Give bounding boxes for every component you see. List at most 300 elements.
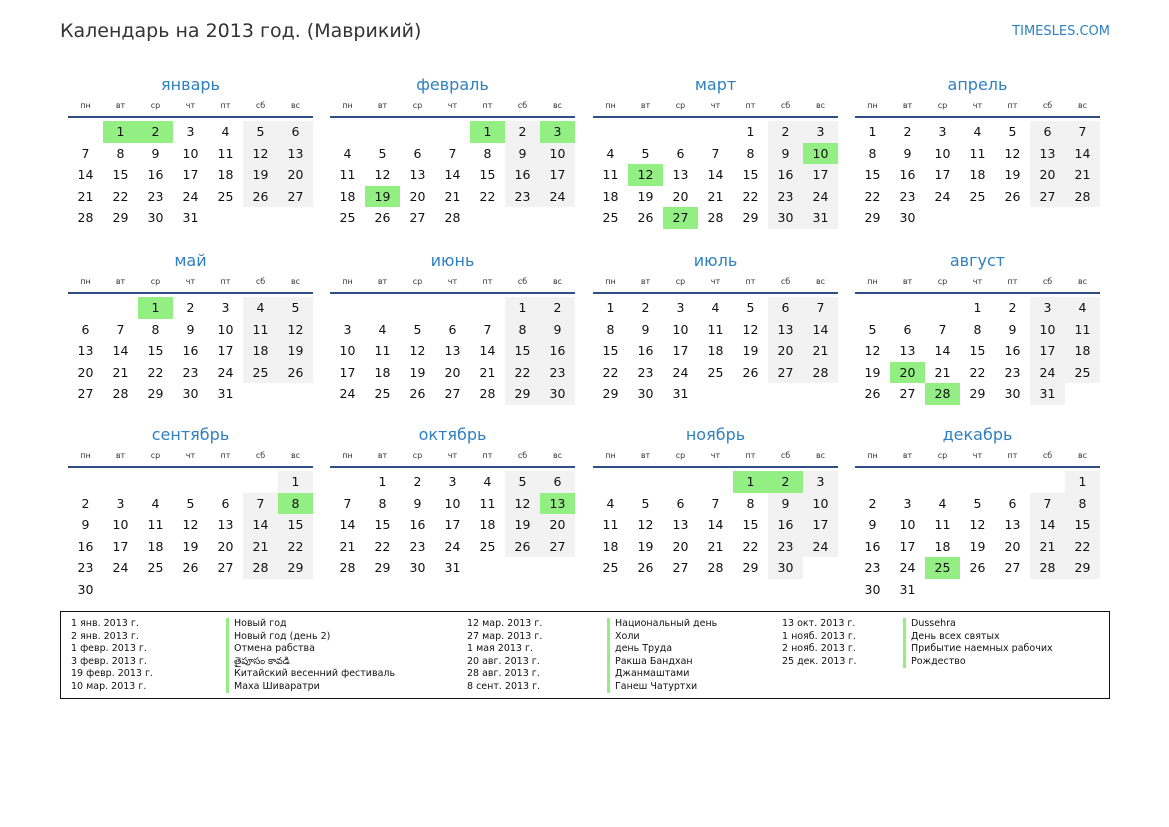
day-cell: 22 <box>374 538 391 554</box>
month-name: август <box>949 251 1006 270</box>
weekday-label: вс <box>1077 101 1088 110</box>
day-cell: 27 <box>409 210 426 226</box>
day-cell: 31 <box>899 581 916 597</box>
day-cell: 8 <box>746 145 755 161</box>
day-cell: 25 <box>147 560 164 576</box>
weekday-header <box>330 450 575 468</box>
day-grid <box>855 121 1100 229</box>
day-cell: 14 <box>707 517 724 533</box>
empty-cell <box>435 297 470 319</box>
day-cell: 4 <box>483 474 492 489</box>
weekday-label: сб <box>255 101 266 110</box>
day-cell: 22 <box>742 538 759 554</box>
holiday-day-cell: 3 <box>540 121 575 143</box>
day-cell: 2 <box>1008 300 1017 315</box>
day-cell: 5 <box>641 495 650 511</box>
weekday-label: вс <box>1077 277 1088 286</box>
day-cell: 17 <box>112 538 129 554</box>
day-cell: 8 <box>483 145 492 161</box>
empty-cell <box>243 471 278 493</box>
day-cell: 21 <box>1030 536 1065 558</box>
day-cell: 25 <box>602 210 619 226</box>
day-cell: 25 <box>969 188 986 204</box>
day-cell: 16 <box>409 517 426 533</box>
day-cell: 14 <box>77 167 94 183</box>
day-cell: 3 <box>186 124 195 139</box>
weekday-label: вс <box>552 451 563 460</box>
day-cell: 7 <box>1065 121 1100 143</box>
day-cell: 12 <box>742 321 759 337</box>
day-cell: 20 <box>217 538 234 554</box>
day-cell: 27 <box>540 536 575 558</box>
day-cell: 10 <box>672 321 689 337</box>
day-cell: 17 <box>339 364 356 380</box>
day-grid <box>330 121 575 229</box>
weekday-label: сб <box>255 451 266 460</box>
empty-cell <box>68 121 103 143</box>
weekday-label: ср <box>412 451 423 460</box>
weekday-label: сб <box>255 277 266 286</box>
day-cell: 2 <box>413 474 422 489</box>
weekday-label: сб <box>780 101 791 110</box>
weekday-label: ср <box>412 277 423 286</box>
day-cell: 21 <box>934 364 951 380</box>
day-cell: 11 <box>934 517 951 533</box>
day-cell: 23 <box>864 560 881 576</box>
empty-cell <box>628 471 663 493</box>
day-cell: 20 <box>1030 164 1065 186</box>
month-name: декабрь <box>942 425 1013 444</box>
day-cell: 11 <box>969 145 986 161</box>
day-cell: 8 <box>746 495 755 511</box>
day-cell: 12 <box>278 319 313 341</box>
day-cell: 17 <box>217 343 234 359</box>
weekday-label: чт <box>185 451 196 460</box>
month-name: апрель <box>947 75 1008 94</box>
holiday-day-cell: 2 <box>768 471 803 493</box>
day-cell: 26 <box>637 560 654 576</box>
holiday-date: 10 мар. 2013 г. <box>71 680 147 692</box>
day-cell: 19 <box>243 164 278 186</box>
day-cell: 8 <box>973 321 982 337</box>
holiday-names-col3 <box>903 618 1053 668</box>
empty-cell <box>663 471 698 493</box>
day-cell: 12 <box>969 517 986 533</box>
day-cell: 3 <box>343 321 352 337</box>
empty-cell <box>925 297 960 319</box>
day-cell: 26 <box>409 386 426 402</box>
empty-cell <box>365 297 400 319</box>
day-cell: 17 <box>540 164 575 186</box>
day-cell: 15 <box>742 167 759 183</box>
month-calendar <box>330 249 575 405</box>
month-name: май <box>174 251 207 270</box>
day-cell: 25 <box>707 364 724 380</box>
day-cell: 31 <box>803 207 838 229</box>
day-cell: 23 <box>505 186 540 208</box>
day-cell: 25 <box>243 362 278 384</box>
weekday-label: вс <box>552 101 563 110</box>
day-cell: 19 <box>742 343 759 359</box>
day-cell: 19 <box>182 538 199 554</box>
weekday-label: вс <box>815 277 826 286</box>
day-cell: 1 <box>746 124 755 139</box>
day-cell: 9 <box>81 517 90 533</box>
holiday-name: Джанмаштами <box>607 668 717 681</box>
weekday-header <box>593 450 838 468</box>
day-cell: 9 <box>413 495 422 511</box>
weekday-label: вт <box>377 277 388 286</box>
day-cell: 4 <box>151 495 160 511</box>
day-cell: 7 <box>243 493 278 515</box>
month-name: сентябрь <box>151 425 230 444</box>
weekday-label: чт <box>447 101 458 110</box>
day-cell: 17 <box>934 167 951 183</box>
day-cell: 7 <box>711 495 720 511</box>
empty-cell <box>103 297 138 319</box>
empty-cell <box>698 471 733 493</box>
empty-cell <box>855 471 890 493</box>
day-cell: 27 <box>899 386 916 402</box>
day-cell: 17 <box>672 343 689 359</box>
day-cell: 3 <box>676 300 685 315</box>
day-cell: 4 <box>938 495 947 511</box>
holiday-day-cell: 1 <box>470 121 505 143</box>
weekday-label: вт <box>640 451 651 460</box>
day-cell: 2 <box>186 300 195 315</box>
day-cell: 31 <box>672 386 689 402</box>
weekday-label: ср <box>150 101 161 110</box>
day-cell: 1 <box>606 300 615 315</box>
weekday-label: вс <box>815 101 826 110</box>
day-cell: 29 <box>864 210 881 226</box>
weekday-label: пн <box>605 101 616 110</box>
day-cell: 10 <box>899 517 916 533</box>
empty-cell <box>960 471 995 493</box>
day-cell: 7 <box>116 321 125 337</box>
day-cell: 6 <box>1030 121 1065 143</box>
day-grid <box>68 121 313 229</box>
day-cell: 17 <box>803 164 838 186</box>
day-cell: 5 <box>746 300 755 315</box>
day-cell: 23 <box>77 560 94 576</box>
weekday-label: вс <box>290 101 301 110</box>
holiday-day-cell: 19 <box>365 186 400 208</box>
empty-cell <box>68 297 103 319</box>
empty-cell <box>68 471 103 493</box>
holiday-day-cell: 8 <box>278 493 313 515</box>
day-cell: 19 <box>969 538 986 554</box>
day-cell: 27 <box>278 186 313 208</box>
day-cell: 16 <box>899 167 916 183</box>
weekday-label: пн <box>605 277 616 286</box>
day-cell: 20 <box>1004 538 1021 554</box>
holiday-name: Национальный день <box>607 618 717 631</box>
day-cell: 15 <box>864 167 881 183</box>
day-cell: 5 <box>641 145 650 161</box>
day-cell: 8 <box>116 145 125 161</box>
day-cell: 4 <box>606 495 615 511</box>
day-cell: 18 <box>339 188 356 204</box>
empty-cell <box>995 471 1030 493</box>
day-cell: 15 <box>1065 514 1100 536</box>
weekday-label: ср <box>675 101 686 110</box>
day-cell: 9 <box>868 517 877 533</box>
day-cell: 24 <box>444 538 461 554</box>
weekday-label: пт <box>745 451 756 460</box>
day-cell: 20 <box>672 188 689 204</box>
weekday-label: вс <box>552 277 563 286</box>
day-cell: 13 <box>768 319 803 341</box>
day-cell: 6 <box>676 495 685 511</box>
day-cell: 16 <box>505 164 540 186</box>
day-cell: 28 <box>112 386 129 402</box>
weekday-label: сб <box>517 101 528 110</box>
day-cell: 14 <box>707 167 724 183</box>
day-cell: 20 <box>278 164 313 186</box>
day-cell: 15 <box>602 343 619 359</box>
weekday-label: пн <box>80 277 91 286</box>
day-cell: 24 <box>934 188 951 204</box>
day-cell: 17 <box>803 514 838 536</box>
day-cell: 10 <box>339 343 356 359</box>
day-cell: 11 <box>602 517 619 533</box>
day-cell: 18 <box>217 167 234 183</box>
day-cell: 18 <box>602 538 619 554</box>
day-cell: 20 <box>409 188 426 204</box>
day-cell: 23 <box>637 364 654 380</box>
weekday-label: пн <box>80 451 91 460</box>
day-cell: 3 <box>938 124 947 139</box>
weekday-label: вт <box>902 101 913 110</box>
day-cell: 29 <box>742 210 759 226</box>
day-cell: 5 <box>1008 124 1017 139</box>
day-cell: 4 <box>1065 297 1100 319</box>
day-cell: 16 <box>77 538 94 554</box>
day-cell: 20 <box>77 364 94 380</box>
day-cell: 16 <box>864 538 881 554</box>
day-cell: 21 <box>77 188 94 204</box>
weekday-label: чт <box>185 277 196 286</box>
holiday-day-cell: 1 <box>103 121 138 143</box>
day-cell: 18 <box>602 188 619 204</box>
day-cell: 30 <box>147 210 164 226</box>
day-cell: 20 <box>444 364 461 380</box>
day-cell: 28 <box>77 210 94 226</box>
day-cell: 24 <box>182 188 199 204</box>
day-cell: 22 <box>278 536 313 558</box>
day-cell: 7 <box>1030 493 1065 515</box>
holiday-name: день Труда <box>607 643 717 656</box>
day-cell: 24 <box>217 364 234 380</box>
weekday-label: вт <box>902 277 913 286</box>
month-calendar <box>68 249 313 405</box>
day-grid <box>68 471 313 601</box>
day-cell: 29 <box>112 210 129 226</box>
weekday-label: ср <box>937 101 948 110</box>
weekday-label: чт <box>710 101 721 110</box>
day-cell: 6 <box>413 145 422 161</box>
holiday-date: 1 мая 2013 г. <box>467 643 533 654</box>
weekday-label: вт <box>115 101 126 110</box>
weekday-label: чт <box>972 451 983 460</box>
day-cell: 25 <box>602 560 619 576</box>
day-cell: 22 <box>147 364 164 380</box>
weekday-label: вт <box>640 101 651 110</box>
weekday-label: вт <box>115 451 126 460</box>
day-cell: 9 <box>186 321 195 337</box>
day-cell: 22 <box>602 364 619 380</box>
weekday-label: вт <box>115 277 126 286</box>
day-cell: 4 <box>243 297 278 319</box>
holiday-day-cell: 27 <box>663 207 698 229</box>
day-cell: 25 <box>374 386 391 402</box>
brand-link[interactable]: TIMESLES.COM <box>1012 24 1110 39</box>
day-cell: 31 <box>444 560 461 576</box>
weekday-header <box>593 276 838 294</box>
holiday-date: 28 авг. 2013 г. <box>467 668 540 679</box>
day-cell: 12 <box>1004 145 1021 161</box>
day-cell: 8 <box>606 321 615 337</box>
day-cell: 7 <box>938 321 947 337</box>
day-cell: 26 <box>1004 188 1021 204</box>
day-cell: 9 <box>540 319 575 341</box>
weekday-label: пт <box>482 451 493 460</box>
day-cell: 24 <box>803 186 838 208</box>
day-cell: 26 <box>505 536 540 558</box>
day-cell: 10 <box>803 493 838 515</box>
holiday-name: Dussehra <box>903 618 1053 631</box>
day-cell: 23 <box>768 536 803 558</box>
day-cell: 25 <box>1065 362 1100 384</box>
day-cell: 26 <box>637 210 654 226</box>
day-cell: 10 <box>217 321 234 337</box>
day-cell: 8 <box>868 145 877 161</box>
day-cell: 1 <box>278 471 313 493</box>
day-cell: 26 <box>182 560 199 576</box>
day-cell: 18 <box>969 167 986 183</box>
day-cell: 11 <box>243 319 278 341</box>
day-cell: 15 <box>505 340 540 362</box>
day-cell: 2 <box>505 121 540 143</box>
holiday-day-cell: 20 <box>890 362 925 384</box>
day-cell: 30 <box>637 386 654 402</box>
empty-cell <box>103 471 138 493</box>
day-cell: 11 <box>1065 319 1100 341</box>
empty-cell <box>138 471 173 493</box>
weekday-label: ср <box>675 451 686 460</box>
holiday-date: 1 янв. 2013 г. <box>71 618 139 629</box>
day-grid <box>68 297 313 405</box>
day-grid <box>593 297 838 405</box>
day-cell: 10 <box>934 145 951 161</box>
weekday-header <box>68 450 313 468</box>
day-cell: 20 <box>768 340 803 362</box>
holiday-name: తైపూసం కావడి <box>226 656 395 669</box>
day-cell: 25 <box>217 188 234 204</box>
empty-cell <box>593 471 628 493</box>
day-cell: 31 <box>1030 383 1065 405</box>
weekday-label: сб <box>1042 101 1053 110</box>
day-cell: 13 <box>217 517 234 533</box>
weekday-header <box>68 276 313 294</box>
day-cell: 22 <box>969 364 986 380</box>
day-cell: 15 <box>742 517 759 533</box>
holiday-dates-col2 <box>467 618 542 693</box>
holiday-name: Холи <box>607 631 717 644</box>
day-cell: 24 <box>1030 362 1065 384</box>
holiday-date: 13 окт. 2013 г. <box>782 618 856 629</box>
day-cell: 23 <box>147 188 164 204</box>
day-cell: 22 <box>505 362 540 384</box>
day-cell: 24 <box>672 364 689 380</box>
empty-cell <box>925 471 960 493</box>
weekday-label: ср <box>150 277 161 286</box>
day-cell: 4 <box>973 124 982 139</box>
empty-cell <box>698 121 733 143</box>
day-cell: 13 <box>672 167 689 183</box>
empty-cell <box>470 297 505 319</box>
day-cell: 24 <box>339 386 356 402</box>
day-cell: 16 <box>182 343 199 359</box>
day-cell: 21 <box>1065 164 1100 186</box>
day-cell: 5 <box>413 321 422 337</box>
weekday-label: вт <box>377 451 388 460</box>
day-cell: 19 <box>505 514 540 536</box>
weekday-label: пт <box>482 277 493 286</box>
day-cell: 22 <box>742 188 759 204</box>
day-cell: 26 <box>243 186 278 208</box>
day-cell: 5 <box>378 145 387 161</box>
empty-cell <box>330 471 365 493</box>
holiday-dates-col3 <box>782 618 857 668</box>
day-cell: 27 <box>444 386 461 402</box>
day-cell: 12 <box>243 143 278 165</box>
day-cell: 14 <box>339 517 356 533</box>
weekday-label: сб <box>780 277 791 286</box>
empty-cell <box>890 297 925 319</box>
day-cell: 15 <box>969 343 986 359</box>
day-cell: 2 <box>768 121 803 143</box>
day-cell: 2 <box>641 300 650 315</box>
day-cell: 21 <box>243 536 278 558</box>
empty-cell <box>890 471 925 493</box>
holiday-name: День всех святых <box>903 631 1053 644</box>
day-cell: 6 <box>81 321 90 337</box>
month-calendar <box>855 73 1100 229</box>
day-cell: 30 <box>182 386 199 402</box>
day-cell: 29 <box>505 383 540 405</box>
day-cell: 29 <box>742 560 759 576</box>
weekday-label: ср <box>150 451 161 460</box>
day-cell: 7 <box>343 495 352 511</box>
day-cell: 2 <box>903 124 912 139</box>
day-cell: 27 <box>672 560 689 576</box>
day-cell: 7 <box>483 321 492 337</box>
weekday-label: вс <box>290 451 301 460</box>
day-cell: 17 <box>182 167 199 183</box>
day-cell: 18 <box>707 343 724 359</box>
holiday-date: 8 сент. 2013 г. <box>467 680 541 692</box>
day-cell: 11 <box>217 145 234 161</box>
day-grid <box>330 297 575 405</box>
weekday-label: пт <box>482 101 493 110</box>
day-cell: 2 <box>81 495 90 511</box>
day-cell: 28 <box>1065 186 1100 208</box>
holiday-day-cell: 28 <box>925 383 960 405</box>
day-cell: 18 <box>243 340 278 362</box>
day-grid <box>330 471 575 579</box>
